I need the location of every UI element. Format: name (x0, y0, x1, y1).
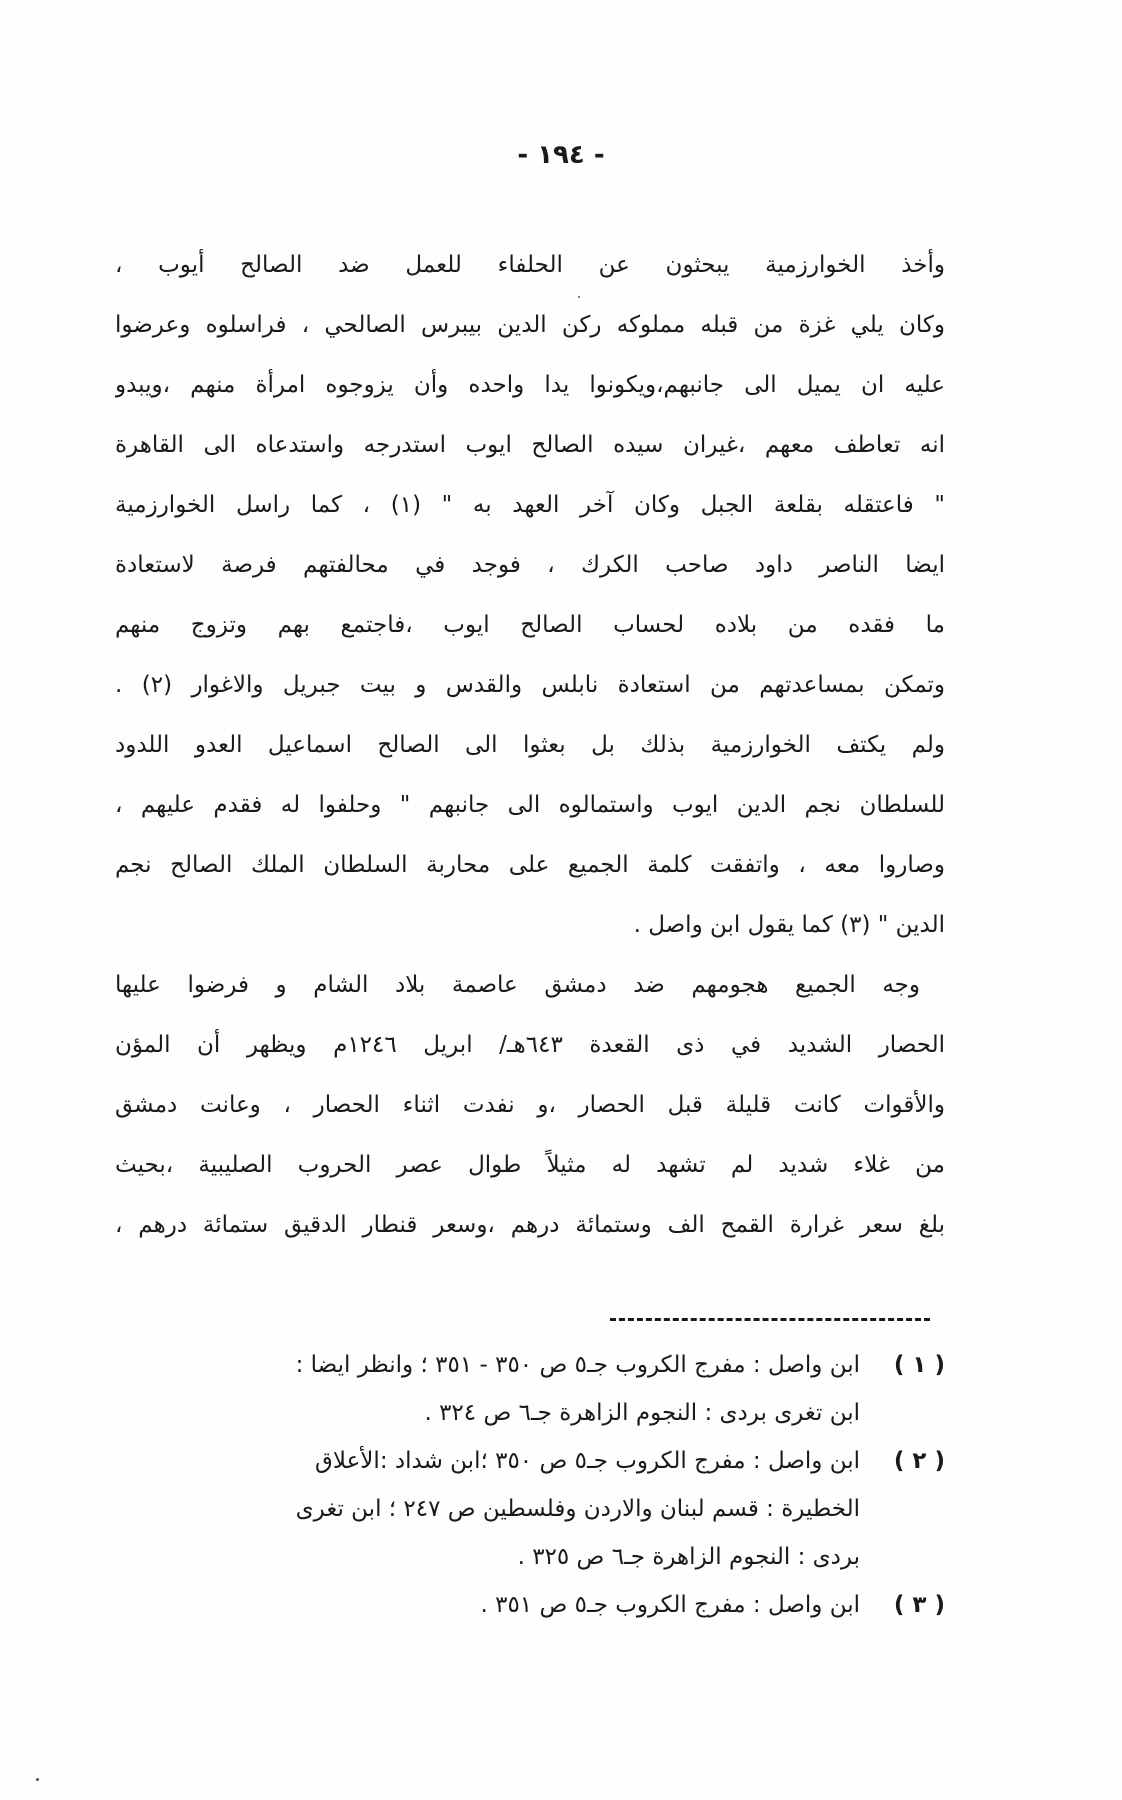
body-text (115, 245, 945, 1265)
page-number: - ١٩٤ - (517, 140, 605, 170)
footnote-separator (610, 1318, 930, 1321)
footnote (115, 1345, 945, 1441)
body-line: وأخذ الخوارزمية يبحثون عن الحلفاء للعمل ضد الصالح أيوب ، (115, 252, 945, 278)
footnote (115, 1441, 945, 1585)
body-line: عليه ان يميل الى جانبهم،ويكونوا يدا واحده وأن يزوجوه امرأة منهم ،ويبدو (115, 372, 945, 398)
footnote-line: ابن تغرى بردى : النجوم الزاهرة جـ٦ ص ٣٢٤ . (424, 1400, 860, 1426)
body-line: بلغ سعر غرارة القمح الف وستمائة درهم ،وسعر قنطار الدقيق ستمائة درهم ، (115, 1212, 945, 1238)
footnote-line: الخطيرة : قسم لبنان والاردن وفلسطين ص ٢٤٧ ؛ ابن تغرى (295, 1496, 860, 1522)
body-line: من غلاء شديد لم تشهد له مثيلاً طوال عصر الحروب الصليبية ،بحيث (115, 1152, 945, 1178)
footnote-line: بردى : النجوم الزاهرة جـ٦ ص ٣٢٥ . (517, 1544, 860, 1570)
body-line: ولم يكتف الخوارزمية بذلك بل بعثوا الى الصالح اسماعيل العدو اللدود (115, 732, 945, 758)
body-line: وتمكن بمساعدتهم من استعادة نابلس والقدس و بيت جبريل والاغوار (٢) . (115, 672, 945, 698)
body-line: وصاروا معه ، واتفقت كلمة الجميع على محاربة السلطان الملك الصالح نجم (115, 852, 945, 878)
body-line: وجه الجميع هجومهم ضد دمشق عاصمة بلاد الشام و فرضوا عليها (115, 972, 920, 998)
body-line: انه تعاطف معهم ،غيران سيده الصالح ايوب استدرجه واستدعاه الى القاهرة (115, 432, 945, 458)
footnote (115, 1585, 945, 1633)
footnote-number: ( ٣ ) (893, 1592, 945, 1618)
body-line: الحصار الشديد في ذى القعدة ٦٤٣هـ/ ابريل ١٢٤٦م ويظهر أن المؤن (115, 1032, 945, 1058)
footnote-number: ( ٢ ) (893, 1448, 945, 1474)
body-line: والأقوات كانت قليلة قبل الحصار ،و نفدت اثناء الحصار ، وعانت دمشق (115, 1092, 945, 1118)
footnote-line: ابن واصل : مفرج الكروب جـ٥ ص ٣٥٠ - ٣٥١ ؛ وانظر ايضا : (295, 1352, 860, 1378)
body-line: وكان يلي غزة من قبله مملوكه ركن الدين بيبرس الصالحي ، فراسلوه وعرضوا (115, 312, 945, 338)
body-line: للسلطان نجم الدين ايوب واستمالوه الى جانبهم " وحلفوا له فقدم عليهم ، (115, 792, 945, 818)
footnote-number: ( ١ ) (893, 1352, 945, 1378)
body-line: ما فقده من بلاده لحساب الصالح ايوب ،فاجتمع بهم وتزوج منهم (115, 612, 945, 638)
scan-speck (36, 1778, 39, 1781)
footnotes (115, 1345, 945, 1633)
scan-speck (578, 296, 580, 298)
body-line: ايضا الناصر داود صاحب الكرك ، فوجد في محالفتهم فرصة لاستعادة (115, 552, 945, 578)
footnote-line: ابن واصل : مفرج الكروب جـ٥ ص ٣٥٠ ؛ابن شداد :الأعلاق (315, 1448, 860, 1474)
body-line: " فاعتقله بقلعة الجبل وكان آخر العهد به " (١) ، كما راسل الخوارزمية (115, 492, 945, 518)
footnote-line: ابن واصل : مفرج الكروب جـ٥ ص ٣٥١ . (480, 1592, 860, 1618)
body-line: الدين " (٣) كما يقول ابن واصل . (633, 912, 945, 938)
